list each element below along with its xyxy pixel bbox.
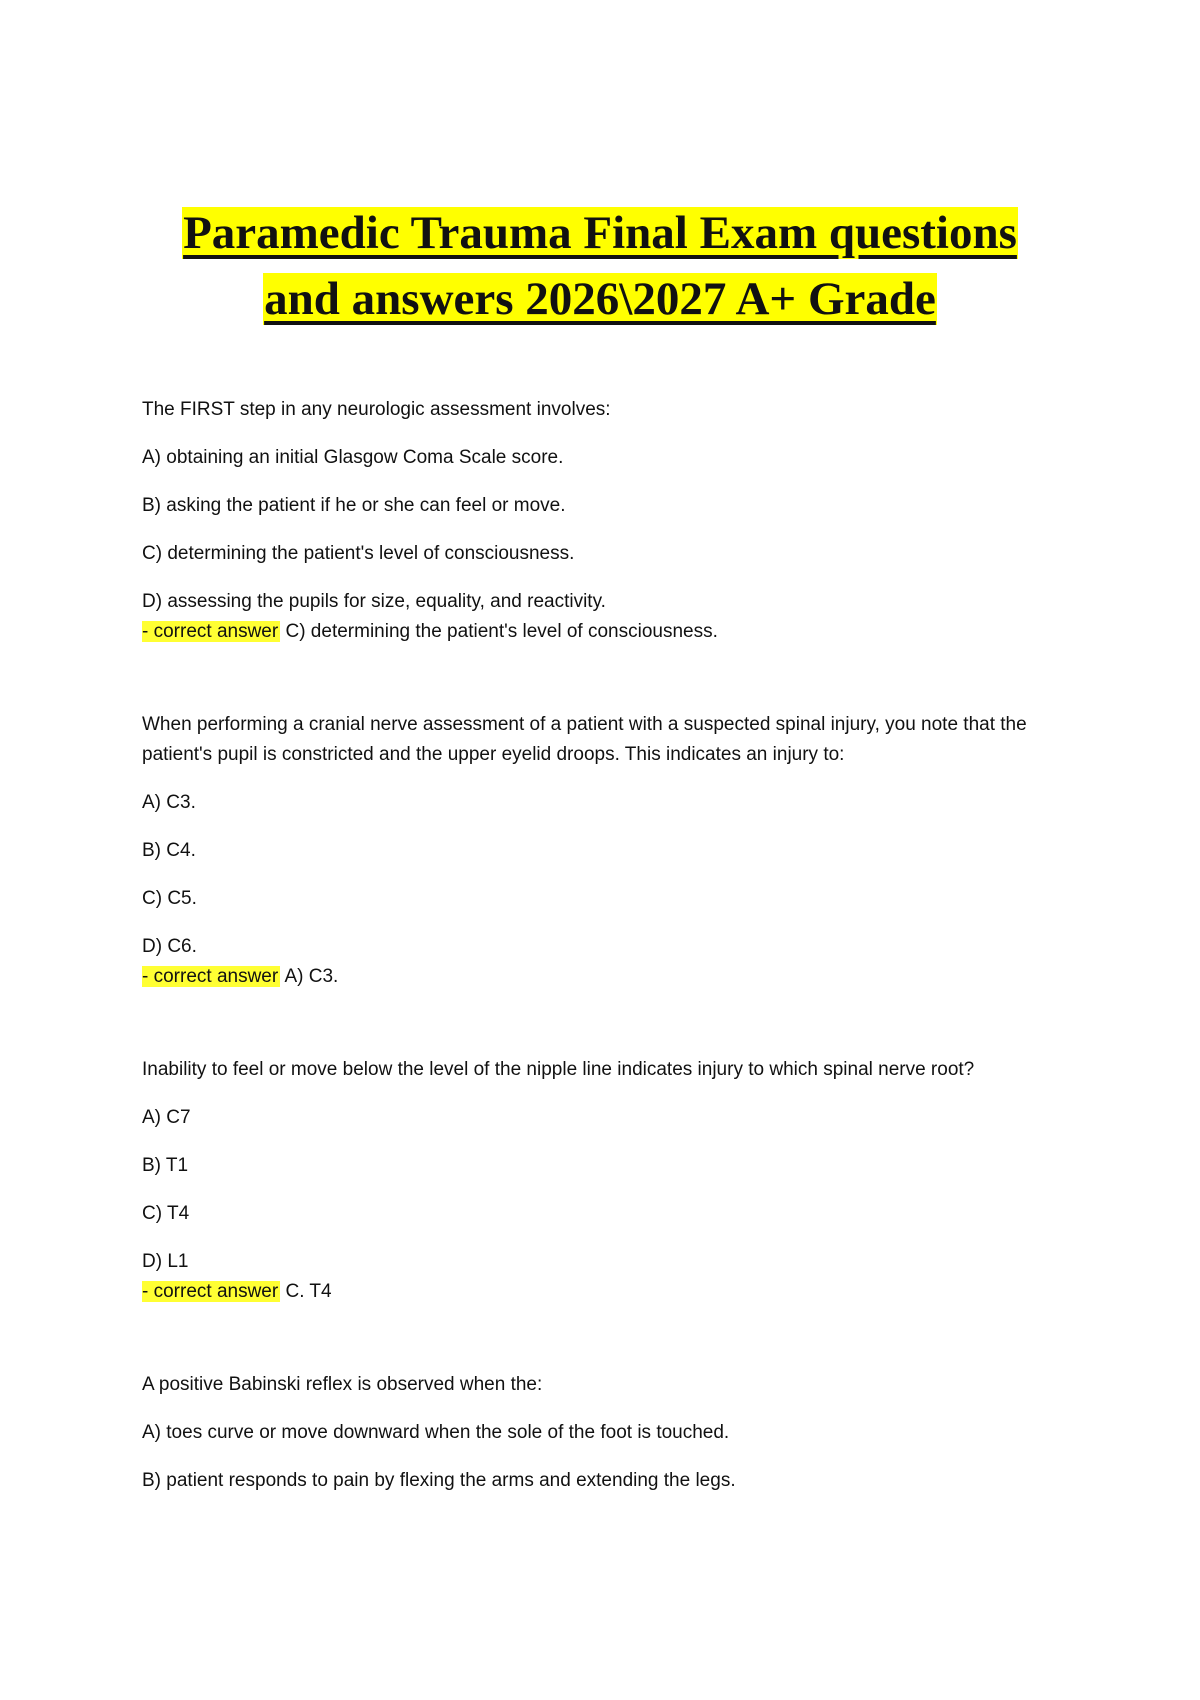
correct-answer-value: A) C3. bbox=[284, 966, 339, 987]
question-text: The FIRST step in any neurologic assessment involves: bbox=[142, 399, 611, 420]
option-b: B) C4. bbox=[142, 840, 196, 861]
option-c: C) T4 bbox=[142, 1203, 190, 1224]
correct-answer-line bbox=[142, 1277, 1062, 1307]
correct-answer-value: C) determining the patient's level of consciousness. bbox=[285, 621, 718, 642]
option-c: C) determining the patient's level of consciousness. bbox=[142, 543, 575, 564]
option-b: B) patient responds to pain by flexing the arms and extending the legs. bbox=[142, 1470, 736, 1491]
question-list bbox=[142, 395, 1062, 1559]
document-title bbox=[120, 200, 1080, 332]
title-line-1: Paramedic Trauma Final Exam questions bbox=[183, 207, 1017, 259]
correct-answer-line bbox=[142, 617, 1062, 647]
question-1 bbox=[142, 395, 1062, 647]
question-2 bbox=[142, 710, 1062, 992]
correct-answer-label: - correct answer bbox=[142, 966, 279, 987]
question-text: A positive Babinski reflex is observed when the: bbox=[142, 1374, 543, 1395]
option-b: B) T1 bbox=[142, 1155, 189, 1176]
option-d: D) L1 bbox=[142, 1251, 189, 1272]
question-text: When performing a cranial nerve assessment of a patient with a suspected spinal injury, you note that the patient's pupil is constricted and the upper eyelid droops. This indicates an injury to: bbox=[142, 714, 1027, 765]
option-d: D) assessing the pupils for size, equality, and reactivity. bbox=[142, 591, 606, 612]
option-b: B) asking the patient if he or she can feel or move. bbox=[142, 495, 566, 516]
correct-answer-label: - correct answer bbox=[142, 621, 279, 642]
correct-answer-value: C. T4 bbox=[285, 1281, 332, 1302]
option-c: C) C5. bbox=[142, 888, 197, 909]
question-4 bbox=[142, 1370, 1062, 1496]
option-d: D) C6. bbox=[142, 936, 197, 957]
title-line-2: and answers 2026\2027 A+ Grade bbox=[264, 273, 936, 325]
option-a: A) toes curve or move downward when the sole of the foot is touched. bbox=[142, 1422, 730, 1443]
question-3 bbox=[142, 1055, 1062, 1307]
option-a: A) obtaining an initial Glasgow Coma Scale score. bbox=[142, 447, 564, 468]
correct-answer-label: - correct answer bbox=[142, 1281, 279, 1302]
option-a: A) C7 bbox=[142, 1107, 191, 1128]
option-a: A) C3. bbox=[142, 792, 196, 813]
correct-answer-line bbox=[142, 962, 1062, 992]
question-text: Inability to feel or move below the level of the nipple line indicates injury to which spinal nerve root? bbox=[142, 1059, 975, 1080]
